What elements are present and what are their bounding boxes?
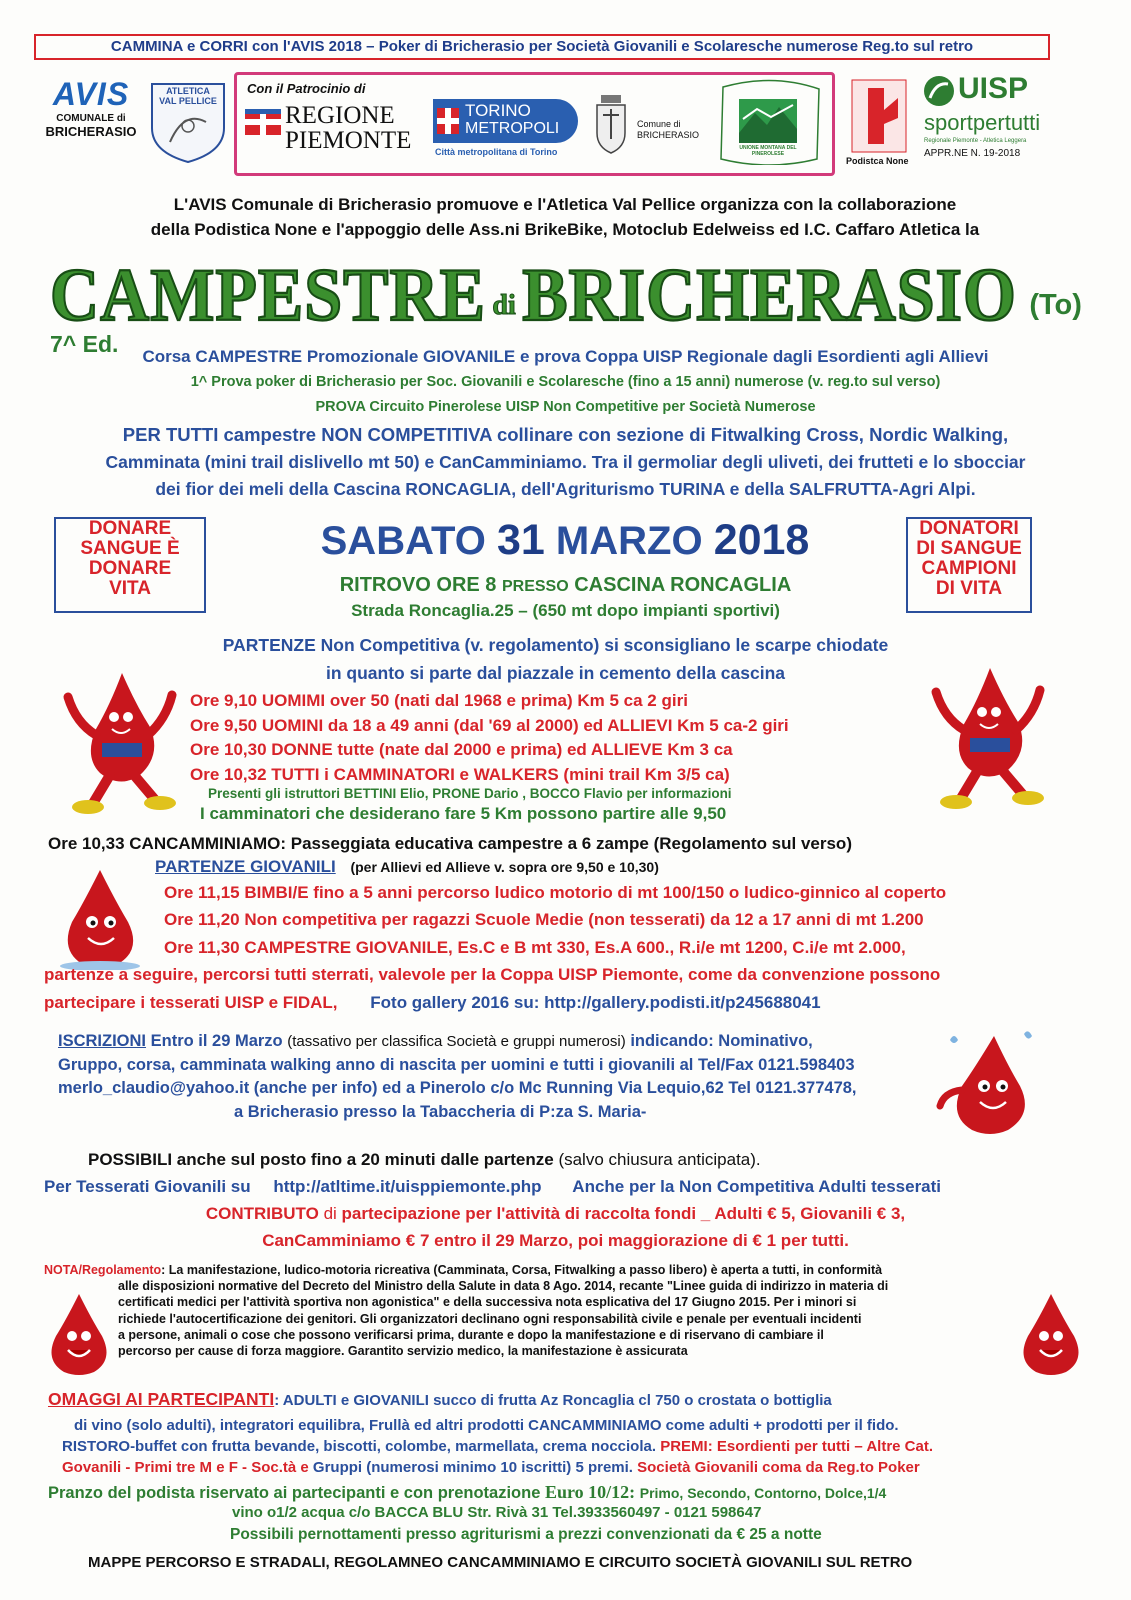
nota-head: NOTA/Regolamento bbox=[44, 1263, 162, 1277]
atletica-line1: ATLETICA bbox=[166, 86, 210, 96]
possibili-line bbox=[88, 1150, 761, 1170]
coat-of-arms-icon bbox=[593, 95, 629, 155]
contributo-a: CONTRIBUTO bbox=[205, 1204, 319, 1223]
desc-line2: 1^ Prova poker di Bricherasio per Soc. Giovanili e Scolaresche (fino a 15 anni) numerose (v. reg.to sul verso) bbox=[190, 374, 941, 390]
patrocinio-label: Con il Patrocinio di bbox=[247, 81, 366, 96]
contributo-line1 bbox=[0, 1204, 1121, 1224]
iscrizioni-l1b: (tassativo per classifica Società e gruppi numerosi) bbox=[287, 1033, 626, 1050]
iscrizioni-line4: a Bricherasio presso la Tabaccheria di P:za S. Maria- bbox=[234, 1102, 647, 1121]
intro-line1: L'AVIS Comunale di Bricherasio promuove e l'Atletica Val Pellice organizza con la collaborazione bbox=[173, 195, 957, 214]
contributo-b: di bbox=[323, 1204, 337, 1223]
avis-logo-word: AVIS bbox=[52, 76, 130, 112]
torino-flag-icon bbox=[437, 108, 459, 134]
title-edition: 7^ Ed. bbox=[50, 331, 119, 357]
uisp-logo bbox=[920, 74, 1070, 170]
avis-logo-line2: BRICHERASIO bbox=[45, 124, 137, 139]
omaggi-line4 bbox=[62, 1459, 920, 1476]
comune-bricherasio-logo bbox=[587, 89, 707, 165]
top-banner: CAMMINA e CORRI con l'AVIS 2018 – Poker di Bricherasio per Società Giovanili e Scolaresche numerose Reg.to sul retro bbox=[34, 34, 1050, 60]
torino-metropoli-logo bbox=[433, 99, 578, 165]
uisp-word: UISP bbox=[958, 72, 1029, 105]
donatori-line3: CAMPIONI bbox=[921, 558, 1017, 579]
intro-text bbox=[40, 192, 1090, 242]
date-sabato: SABATO bbox=[320, 519, 486, 563]
giovanili-line3: Ore 11,30 CAMPESTRE GIOVANILE, Es.C e B mt 330, Es.A 600., R.i/e mt 1200, C.i/e mt 2.000, bbox=[164, 938, 906, 957]
tesserati-c: Anche per la Non Competitiva Adulti tesserati bbox=[572, 1177, 942, 1196]
contributo-line2: CanCamminiamo € 7 entro il 29 Marzo, poi maggiorazione di € 1 per tutti. bbox=[262, 1231, 849, 1250]
iscrizioni-l1a: Entro il 29 Marzo bbox=[150, 1032, 283, 1050]
regione-flag-icon bbox=[245, 109, 281, 135]
torino-line2: METROPOLI bbox=[465, 120, 560, 137]
contributo-c: partecipazione per l'attività di raccolta fondi _ Adulti € 5, Giovanili € 3, bbox=[341, 1204, 906, 1223]
title-campestre: CAMPESTRE bbox=[50, 253, 486, 337]
tesserati-line bbox=[44, 1177, 941, 1197]
regione-piemonte-logo bbox=[245, 103, 425, 159]
cancamminiamo-line: Ore 10,33 CANCAMMINIAMO: Passeggiata educativa campestre a 6 zampe (Regolamento sul verso) bbox=[48, 834, 852, 853]
giovanili-line4: partenze a seguire, percorsi tutti sterrati, valevole per la Coppa UISP Piemonte, come da convenzione possono bbox=[44, 965, 941, 984]
giovanili-head: PARTENZE GIOVANILI bbox=[155, 857, 336, 876]
nota-line3: certificati medici per l'attività sportiva non agonistica" e della successiva nota esplicativa del 17 Giugno 2015. Per i minori si bbox=[118, 1295, 857, 1310]
donare-line1: DONARE bbox=[88, 518, 172, 539]
iscrizioni-line2: Gruppo, corsa, camminata walking anno di nascita per uomini e tutti i giovanili al Tel/Fax 0121.598403 bbox=[58, 1055, 855, 1074]
pranzo-l1c: Primo, Secondo, Contorno, Dolce,1/4 bbox=[639, 1485, 887, 1501]
podistica-none-logo bbox=[846, 78, 910, 168]
iscrizioni-head: ISCRIZIONI bbox=[58, 1032, 147, 1050]
omaggi-l4c: Società Giovanili coma da Reg.to Poker bbox=[637, 1459, 920, 1476]
iscrizioni-line3: merlo_claudio@yahoo.it (anche per info) ed a Pinerolo c/o Mc Running Via Lequio,62 Tel 0121.377478, bbox=[58, 1079, 857, 1097]
giovanili-head-line bbox=[155, 857, 659, 877]
footer-note: MAPPE PERCORSO E STRADALI, REGOLAMNEO CANCAMMINIAMO E CIRCUITO SOCIETÀ GIOVANILI SUL RETRO bbox=[88, 1554, 913, 1571]
intro-line2: della Podistica None e l'appoggio delle Ass.ni BrikeBike, Motoclub Edelweiss ed I.C. Caffaro Atletica la bbox=[150, 220, 980, 239]
title-di: di bbox=[492, 290, 516, 321]
schedule-row: Ore 10,32 TUTTI i CAMMINATORI e WALKERS (mini trail Km 3/5 ca) bbox=[190, 764, 730, 784]
donatori-sangue-box bbox=[906, 517, 1032, 613]
uisp-runner-icon bbox=[922, 74, 956, 108]
ritrovo-c: CASCINA RONCAGLIA bbox=[574, 574, 792, 596]
atltime-link[interactable]: http://atltime.it/uisppiemonte.php bbox=[273, 1177, 542, 1196]
comune-line2: BRICHERASIO bbox=[637, 130, 700, 140]
nota-line4: richiede l'autocertificazione dei genitori. Gli organizzatori declinano ogni responsabilità civile e penale per eventuali incidenti bbox=[118, 1311, 862, 1326]
patrocinio-box bbox=[234, 72, 835, 176]
podistica-label: Podistca None bbox=[846, 156, 909, 166]
giovanili-line1: Ore 11,15 BIMBI/E fino a 5 anni percorso ludico motorio di mt 100/150 o ludico-ginnico al coperto bbox=[164, 883, 947, 902]
donare-sangue-box bbox=[54, 517, 206, 613]
pranzo-l1b: Euro 10/12: bbox=[544, 1482, 636, 1502]
camminatori-line: I camminatori che desiderano fare 5 Km possono partire alle 9,50 bbox=[200, 804, 727, 823]
atletica-val-pellice-logo bbox=[148, 80, 228, 164]
pranzo-l1a: Pranzo del podista riservato ai partecipanti e con prenotazione bbox=[48, 1484, 541, 1502]
partenze-schedule bbox=[190, 689, 789, 787]
avis-logo bbox=[36, 76, 146, 139]
podistica-icon bbox=[850, 78, 908, 154]
title-province: (To) bbox=[1029, 289, 1082, 321]
tesserati-a: Per Tesserati Giovanili su bbox=[44, 1177, 251, 1196]
desc-line3: PROVA Circuito Pinerolese UISP Non Competitive per Società Numerose bbox=[315, 399, 816, 415]
omaggi-line3 bbox=[62, 1438, 933, 1455]
partenze-line1: PARTENZE Non Competitiva (v. regolamento) si sconsigliano le scarpe chiodate bbox=[222, 635, 889, 655]
donare-line2: SANGUE È bbox=[80, 538, 180, 559]
date-day: 31 bbox=[496, 516, 545, 564]
blood-drop-mascot-nota-right bbox=[1012, 1290, 1090, 1378]
pranzo-line1 bbox=[48, 1482, 886, 1503]
comune-line1: Comune di bbox=[637, 119, 681, 129]
omaggi-l3a: RISTORO-buffet con frutta bevande, biscotti, colombe, marmellata, crema nocciola. bbox=[62, 1438, 657, 1455]
desc-line5: Camminata (mini trail dislivello mt 50) e CanCamminiamo. Tra il germoliar degli uliveti, dei frutteti e lo sbocciar bbox=[105, 452, 1026, 472]
title-bricherasio: BRICHERASIO bbox=[522, 253, 1017, 337]
omaggi-l1: : ADULTI e GIOVANILI succo di frutta Az Roncaglia cl 750 o crostata o bottiglia bbox=[274, 1392, 832, 1409]
iscrizioni-block bbox=[58, 1030, 857, 1124]
desc-line6: dei fior dei meli della Cascina RONCAGLIA, dell'Agriturismo TURINA e della SALFRUTTA-Agri Alpi. bbox=[155, 479, 976, 499]
date-month: MARZO bbox=[555, 519, 703, 563]
schedule-row: Ore 9,10 UOMIMI over 50 (nati dal 1968 e prima) Km 5 ca 2 giri bbox=[190, 691, 688, 710]
possibili-b: (salvo chiusura anticipata). bbox=[558, 1150, 761, 1169]
desc-line1: Corsa CAMPESTRE Promozionale GIOVANILE e prova Coppa UISP Regionale dagli Esordienti agli Allievi bbox=[142, 347, 989, 366]
atletica-line2: VAL PELLICE bbox=[159, 96, 217, 106]
ritrovo-b: PRESSO bbox=[501, 578, 569, 595]
date-year: 2018 bbox=[713, 516, 810, 564]
regione-line2: PIEMONTE bbox=[285, 127, 412, 154]
omaggi-l3b: PREMI: Esordienti per tutti – Altre Cat. bbox=[660, 1438, 934, 1455]
strada-line: Strada Roncaglia.25 – (650 mt dopo impianti sportivi) bbox=[351, 601, 780, 620]
omaggi-line1 bbox=[48, 1389, 832, 1410]
omaggi-head: OMAGGI AI PARTECIPANTI bbox=[48, 1389, 275, 1409]
donare-line3: DONARE bbox=[88, 558, 172, 579]
nota-line2: alle disposizioni normative del Decreto del Ministro della Salute in data 8 Ago. 2014, recante "Linee guida di indirizzo in materia di bbox=[118, 1279, 889, 1294]
nota-line5: a persone, animali o cose che possono verificarsi prima, durante e dopo la manifestazione e di riservano di cambiare il bbox=[118, 1327, 824, 1342]
unione-label: UNIONE MONTANA DEL PINEROLESE bbox=[739, 145, 797, 157]
istruttori-line: Presenti gli istruttori BETTINI Elio, PRONE Dario , BOCCO Flavio per informazioni bbox=[208, 786, 732, 801]
possibili-a: POSSIBILI anche sul posto fino a 20 minuti dalle partenze bbox=[88, 1150, 554, 1169]
avis-logo-line1: COMUNALE di bbox=[56, 113, 126, 124]
donatori-line1: DONATORI bbox=[919, 518, 1019, 539]
uisp-sub: sportpertutti bbox=[924, 110, 1041, 135]
giovanili-line5 bbox=[44, 993, 821, 1013]
desc-line4: PER TUTTI campestre NON COMPETITIVA collinare con sezione di Fitwalking Cross, Nordic Walking, bbox=[122, 424, 1009, 445]
partenze-line2: in quanto si parte dal piazzale in cemento della cascina bbox=[325, 663, 786, 683]
giovanili-line5a: partecipare i tesserati UISP e FIDAL, bbox=[44, 993, 338, 1012]
unione-montana-logo bbox=[713, 79, 823, 165]
pranzo-line2: vino o1/2 acqua c/o BACCA BLU Str. Rivà 31 Tel.3933560497 - 0121 598647 bbox=[232, 1504, 762, 1521]
omaggi-l4a: Govanili - Primi tre M e F - Soc.tà e bbox=[62, 1459, 309, 1476]
nota-l1: : La manifestazione, ludico-motoria ricreativa (Camminata, Corsa, Fitwalking a passo libero) è aperta a tutti, in conformità bbox=[161, 1263, 883, 1277]
blood-drop-mascot-nota-left bbox=[40, 1290, 118, 1378]
giovanili-line2: Ore 11,20 Non competitiva per ragazzi Scuole Medie (non tesserati) da 12 a 17 anni di mt 1.200 bbox=[164, 910, 924, 929]
ritrovo-a: RITROVO ORE 8 bbox=[339, 574, 497, 596]
nota-line1 bbox=[44, 1262, 1084, 1278]
ritrovo-line bbox=[0, 574, 1131, 597]
regione-line1: REGIONE bbox=[285, 102, 395, 129]
donare-line4: VITA bbox=[109, 578, 151, 599]
iscrizioni-line1 bbox=[58, 1030, 857, 1054]
running-blood-drop-mascot-left bbox=[62, 665, 182, 815]
uisp-approval: APPR.NE N. 19-2018 bbox=[924, 148, 1021, 159]
event-date bbox=[225, 516, 905, 565]
nota-regolamento bbox=[44, 1262, 1084, 1359]
uisp-small: Regionale Piemonte - Atletica Leggera bbox=[924, 138, 1027, 144]
schedule-row: Ore 10,30 DONNE tutte (nate dal 2000 e prima) ed ALLIEVE Km 3 ca bbox=[190, 740, 733, 759]
foto-gallery-link[interactable]: Foto gallery 2016 su: http://gallery.podisti.it/p245688041 bbox=[370, 993, 821, 1012]
torino-line3: Città metropolitana di Torino bbox=[435, 147, 558, 157]
omaggi-line2: di vino (solo adulti), integratori equilibra, Frullà ed altri prodotti CANCAMMINIAMO come adulti + prodotti per il fido. bbox=[74, 1417, 899, 1434]
donatori-line2: DI SANGUE bbox=[916, 538, 1022, 559]
giovanili-head-note: (per Allievi ed Allieve v. sopra ore 9,50 e 10,30) bbox=[350, 859, 659, 875]
blood-drop-mascot-giovanili bbox=[50, 866, 150, 970]
schedule-row: Ore 9,50 UOMINI da 18 a 49 anni (dal '69 al 2000) ed ALLIEVI Km 5 ca-2 giri bbox=[190, 715, 789, 735]
pranzo-line3: Possibili pernottamenti presso agriturismi a prezzi convenzionati da € 25 a notte bbox=[230, 1526, 822, 1543]
omaggi-l4b: Gruppi (numerosi minimo 10 iscritti) 5 premi. bbox=[312, 1459, 633, 1476]
nota-line6: percorso per cause di forza maggiore. Garantito servizio medico, la manifestazione è assicurata bbox=[118, 1344, 688, 1359]
running-blood-drop-mascot-right bbox=[930, 660, 1050, 810]
donatori-line4: DI VITA bbox=[935, 578, 1003, 599]
torino-line1: TORINO bbox=[465, 101, 531, 120]
blood-drop-mascot-iscrizioni bbox=[936, 1030, 1046, 1140]
iscrizioni-l1c: indicando: Nominativo, bbox=[630, 1032, 813, 1050]
